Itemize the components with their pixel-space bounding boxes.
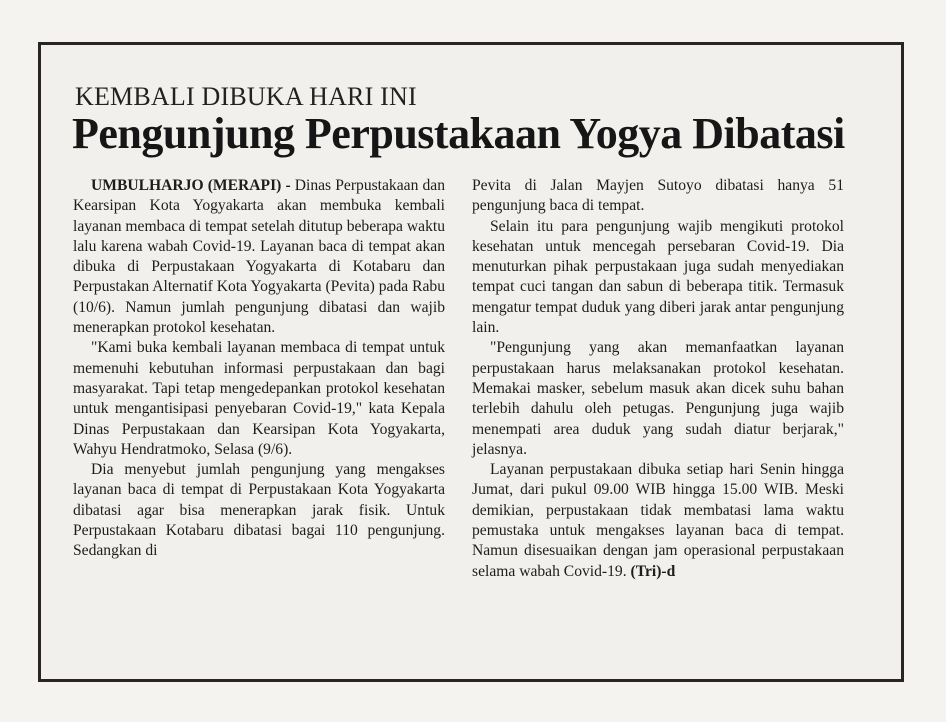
article-column-right [472,176,844,582]
article-column-left [73,176,445,562]
paragraph-text: Layanan perpustakaan dibuka setiap hari Senin hingga Jumat, dari pukul 09.00 WIB hingga 15.00 WIB. Meski demikian, perpustakaan tidak membatasi lama waktu pemustaka untuk mengakses layanan baca di tempat. Namun disesuaikan dengan jam operasional perpustakaan selama wabah Covid-19. [472,461,844,580]
byline: UMBULHARJO (MERAPI) - [91,177,291,194]
article-kicker: KEMBALI DIBUKA HARI INI [75,82,417,111]
paragraph: "Pengunjung yang akan memanfaatkan layanan perpustakaan harus melaksanakan protokol kesehatan. Memakai masker, sebelum masuk akan dicek suhu bahan terlebih dahulu oleh petugas. Pengunjung juga wajib menempati area duduk yang sudah diatur berjarak," jelasnya. [472,339,844,458]
paragraph: Selain itu para pengunjung wajib mengikuti protokol kesehatan untuk mencegah persebaran Covid-19. Dia menuturkan pihak perpustakaan juga sudah menyediakan tempat cuci tangan dan sabun di beberapa titik. Termasuk mengatur tempat duduk yang diberi jarak antar pengunjung lain. [472,217,844,337]
paragraph [73,176,445,338]
paragraph: Pevita di Jalan Mayjen Sutoyo dibatasi hanya 51 pengunjung baca di tempat. [472,177,844,215]
author-signature: (Tri)-d [630,562,676,580]
paragraph [472,460,844,582]
paragraph: Dia menyebut jumlah pengunjung yang mengakses layanan baca di tempat di Perpustakaan Kota Yogyakarta dibatasi agar bisa menerapkan jarak fisik. Untuk Perpustakaan Kotabaru dibatasi bagai 110 pengunjung. Sedangkan di [73,461,445,560]
paragraph: "Kami buka kembali layanan membaca di tempat untuk memenuhi kebutuhan informasi perpustakaan dan bagi masyarakat. Tapi tetap mengedepankan protokol kesehatan untuk mengantisipasi penyebaran Covid-19," kata Kepala Dinas Perpustakaan dan Kearsipan Kota Yogyakarta, Wahyu Hendratmoko, Selasa (9/6). [73,339,445,458]
article-headline: Pengunjung Perpustakaan Yogya Dibatasi [72,109,845,158]
paragraph-text: Dinas Perpustakaan dan Kearsipan Kota Yogyakarta akan membuka kembali layanan membaca di tempat setelah ditutup beberapa waktu lalu karena wabah Covid-19. Layanan baca di tempat akan dibuka di Perpustakaan Yogyakarta di Kotabaru dan Perpustakan Alternatif Kota Yogyakarta (Pevita) pada Rabu (10/6). Namun jumlah pengunjung dibatasi dan wajib menerapkan protokol kesehatan. [73,177,445,337]
